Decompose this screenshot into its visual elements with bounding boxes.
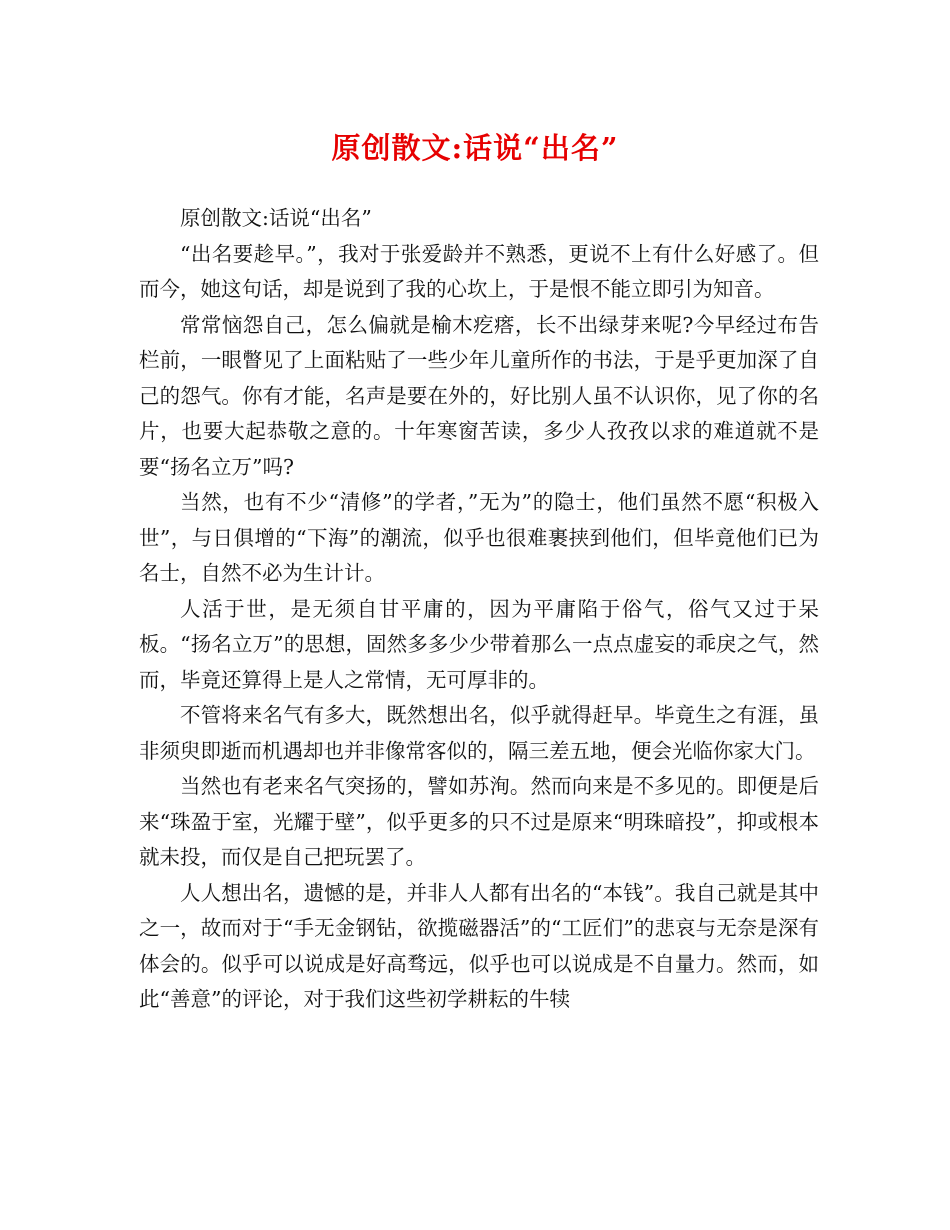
paragraph: 人活于世，是无须自甘平庸的，因为平庸陷于俗气，俗气又过于呆板。“扬名立万”的思想，固然多多少少带着那么一点点虚妄的乖戾之气，然而，毕竟还算得上是人之常情，无可厚非的。: [139, 596, 819, 692]
paragraph: “出名要趁早。”，我对于张爱龄并不熟悉，更说不上有什么好感了。但而今，她这句话，却是说到了我的心坎上，于是恨不能立即引为知音。: [139, 241, 819, 301]
document-title: 原创散文:话说“出名”: [331, 131, 619, 165]
paragraph: 不管将来名气有多大，既然想出名，似乎就得赶早。毕竟生之有涯，虽非须臾即逝而机遇却也并非像常客似的，隔三差五地，便会光临你家大门。: [139, 703, 819, 763]
paragraph: 人人想出名，遗憾的是，并非人人都有出名的“本钱”。我自己就是其中之一，故而对于“手无金钢钻，欲揽磁器活”的“工匠们”的悲哀与无奈是深有体会的。似乎可以说成是好高骛远，似乎也可以说成是不自量力。然而，如此“善意”的评论，对于我们这些初学耕耘的牛犊: [139, 880, 819, 1011]
document-body: [139, 201, 819, 1018]
paragraph: 常常恼怨自己，怎么偏就是榆木疙瘩，长不出绿芽来呢?今早经过布告栏前，一眼瞥见了上面粘贴了一些少年儿童所作的书法，于是乎更加深了自己的怨气。你有才能，名声是要在外的，好比别人虽不认识你，见了你的名片，也要大起恭敬之意的。十年寒窗苦读，多少人孜孜以求的难道就不是要“扬名立万”吗?: [139, 312, 819, 479]
paragraph: 当然也有老来名气突扬的，譬如苏洵。然而向来是不多见的。即便是后来“珠盈于室，光耀于壁”，似乎更多的只不过是原来“明珠暗投”，抑或根本就未投，而仅是自己把玩罢了。: [139, 774, 819, 869]
paragraph-subtitle: 原创散文:话说“出名”: [180, 206, 372, 230]
paragraph: 当然，也有不少“清修”的学者，”无为”的隐士，他们虽然不愿“积极入世”，与日俱增的“下海”的潮流，似乎也很难裹挟到他们，但毕竟他们已为名士，自然不必为生计计。: [139, 490, 819, 585]
